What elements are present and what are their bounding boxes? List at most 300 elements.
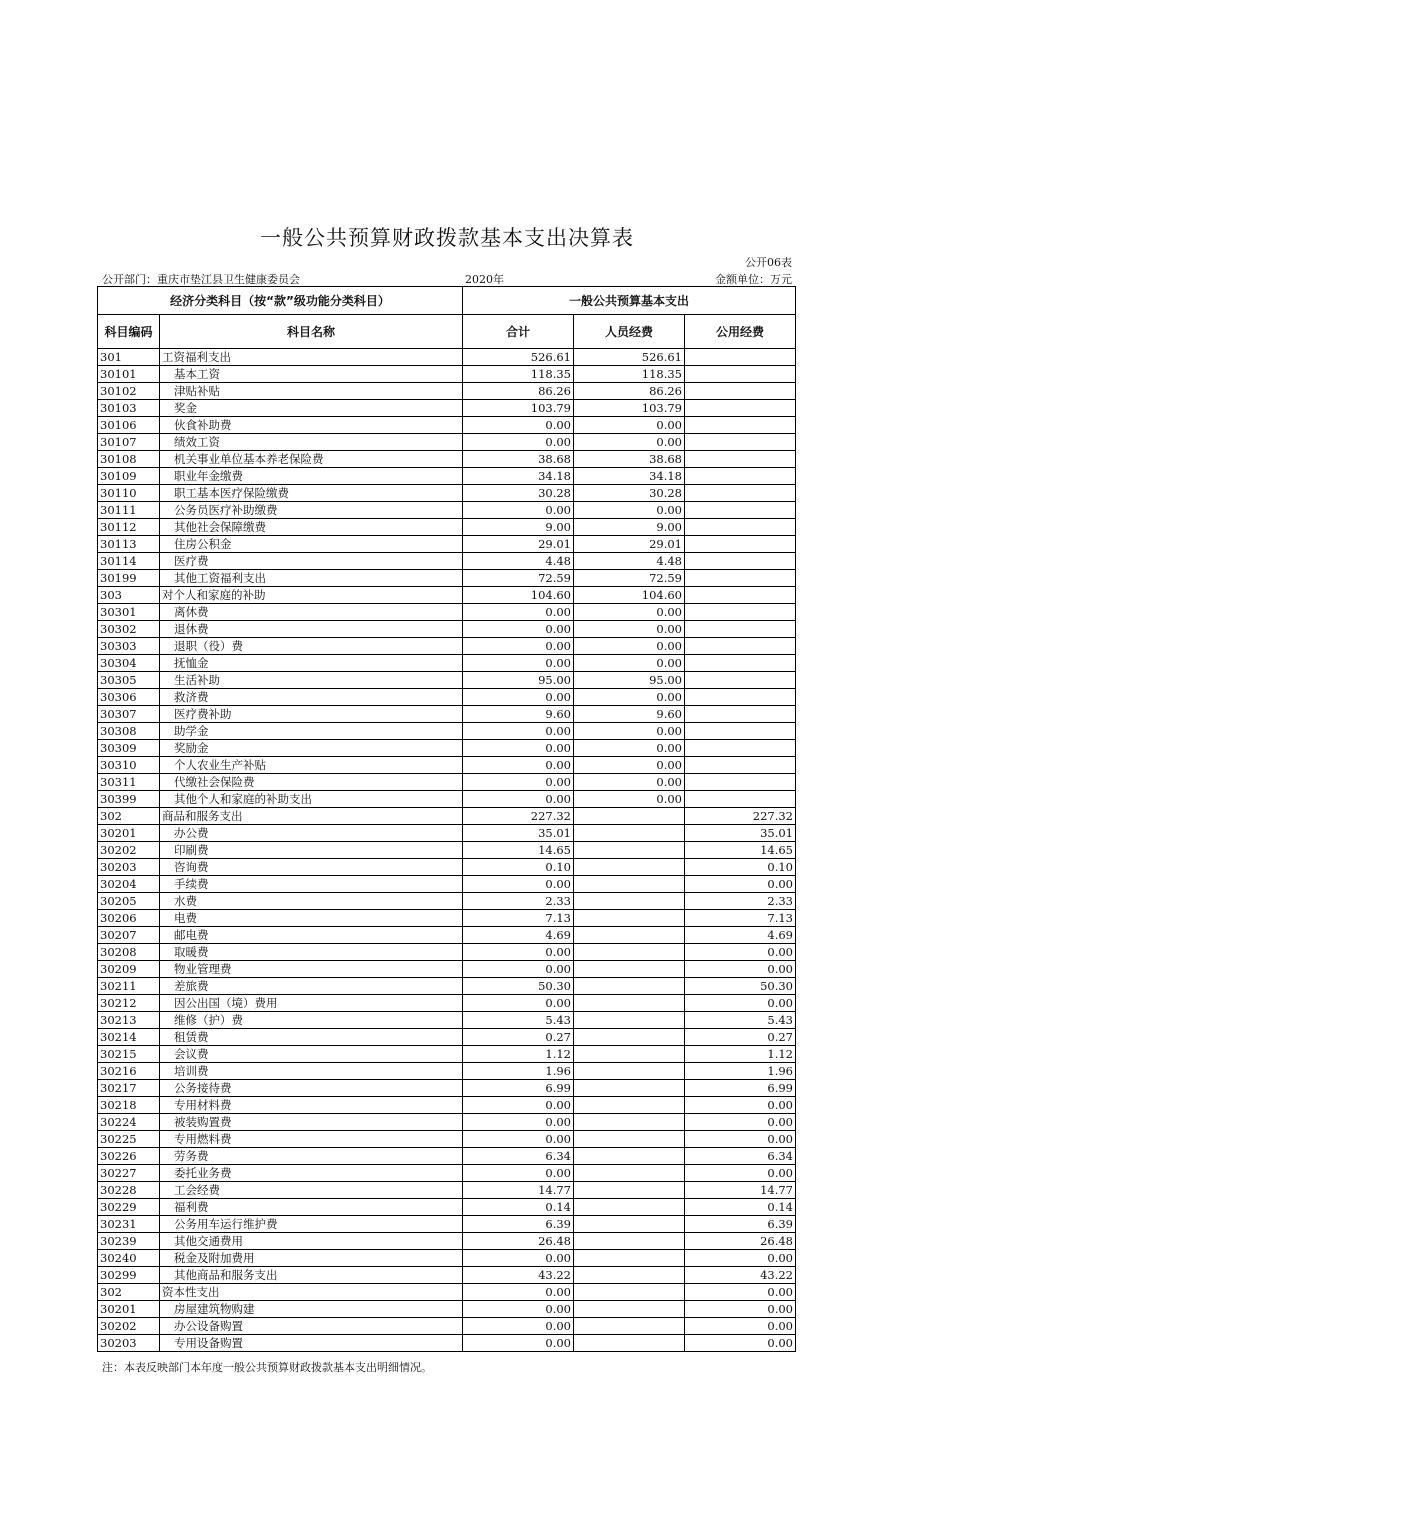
cell-public: 35.01 — [685, 825, 796, 842]
cell-name: 其他交通费用 — [160, 1233, 463, 1250]
cell-public — [685, 689, 796, 706]
cell-code: 30101 — [98, 366, 160, 383]
cell-name: 维修（护）费 — [160, 1012, 463, 1029]
header-total: 合计 — [463, 315, 574, 349]
table-row — [98, 1284, 796, 1301]
header-code: 科目编码 — [98, 315, 160, 349]
cell-public — [685, 672, 796, 689]
cell-name: 专用燃料费 — [160, 1131, 463, 1148]
cell-personnel: 34.18 — [574, 468, 685, 485]
cell-name: 资本性支出 — [160, 1284, 463, 1301]
cell-total: 103.79 — [463, 400, 574, 417]
header-name: 科目名称 — [160, 315, 463, 349]
cell-total: 50.30 — [463, 978, 574, 995]
cell-name: 委托业务费 — [160, 1165, 463, 1182]
table-row — [98, 774, 796, 791]
cell-public: 0.00 — [685, 1250, 796, 1267]
cell-public — [685, 723, 796, 740]
cell-total: 43.22 — [463, 1267, 574, 1284]
cell-personnel — [574, 1233, 685, 1250]
cell-personnel — [574, 1080, 685, 1097]
cell-personnel — [574, 1335, 685, 1352]
cell-code: 30309 — [98, 740, 160, 757]
cell-personnel — [574, 1114, 685, 1131]
cell-public — [685, 536, 796, 553]
cell-name: 取暖费 — [160, 944, 463, 961]
cell-personnel — [574, 1318, 685, 1335]
cell-name: 绩效工资 — [160, 434, 463, 451]
cell-public — [685, 570, 796, 587]
table-row — [98, 655, 796, 672]
cell-personnel: 29.01 — [574, 536, 685, 553]
cell-public: 0.00 — [685, 876, 796, 893]
cell-public: 4.69 — [685, 927, 796, 944]
cell-total: 86.26 — [463, 383, 574, 400]
table-row — [98, 1267, 796, 1284]
cell-total: 0.00 — [463, 1250, 574, 1267]
cell-public: 26.48 — [685, 1233, 796, 1250]
cell-public — [685, 468, 796, 485]
cell-public: 0.27 — [685, 1029, 796, 1046]
cell-code: 30239 — [98, 1233, 160, 1250]
cell-total: 0.27 — [463, 1029, 574, 1046]
cell-name: 劳务费 — [160, 1148, 463, 1165]
cell-total: 9.60 — [463, 706, 574, 723]
cell-code: 30114 — [98, 553, 160, 570]
cell-name: 物业管理费 — [160, 961, 463, 978]
cell-total: 6.99 — [463, 1080, 574, 1097]
header-public: 公用经费 — [685, 315, 796, 349]
table-row — [98, 451, 796, 468]
cell-total: 1.96 — [463, 1063, 574, 1080]
cell-name: 差旅费 — [160, 978, 463, 995]
cell-code: 30205 — [98, 893, 160, 910]
cell-personnel — [574, 961, 685, 978]
cell-name: 水费 — [160, 893, 463, 910]
cell-total: 95.00 — [463, 672, 574, 689]
table-row — [98, 859, 796, 876]
cell-code: 30107 — [98, 434, 160, 451]
cell-total: 0.00 — [463, 757, 574, 774]
table-row — [98, 1029, 796, 1046]
table-row — [98, 995, 796, 1012]
cell-total: 29.01 — [463, 536, 574, 553]
cell-public: 0.00 — [685, 961, 796, 978]
cell-code: 30216 — [98, 1063, 160, 1080]
cell-code: 30307 — [98, 706, 160, 723]
cell-public — [685, 553, 796, 570]
cell-public: 2.33 — [685, 893, 796, 910]
table-row — [98, 1012, 796, 1029]
cell-code: 30302 — [98, 621, 160, 638]
cell-name: 退休费 — [160, 621, 463, 638]
cell-name: 职业年金缴费 — [160, 468, 463, 485]
cell-name: 专用材料费 — [160, 1097, 463, 1114]
cell-total: 9.00 — [463, 519, 574, 536]
cell-code: 30209 — [98, 961, 160, 978]
table-row — [98, 553, 796, 570]
cell-personnel — [574, 978, 685, 995]
table-row — [98, 434, 796, 451]
cell-code: 301 — [98, 349, 160, 366]
cell-code: 30304 — [98, 655, 160, 672]
cell-public: 7.13 — [685, 910, 796, 927]
table-row — [98, 1165, 796, 1182]
cell-name: 个人农业生产补贴 — [160, 757, 463, 774]
cell-public: 6.34 — [685, 1148, 796, 1165]
cell-public — [685, 638, 796, 655]
cell-public — [685, 791, 796, 808]
table-row — [98, 825, 796, 842]
cell-name: 机关事业单位基本养老保险费 — [160, 451, 463, 468]
cell-name: 商品和服务支出 — [160, 808, 463, 825]
cell-public — [685, 740, 796, 757]
cell-code: 30108 — [98, 451, 160, 468]
table-row — [98, 689, 796, 706]
cell-code: 30301 — [98, 604, 160, 621]
cell-personnel — [574, 1131, 685, 1148]
cell-personnel: 118.35 — [574, 366, 685, 383]
cell-public — [685, 417, 796, 434]
table-note: 注：本表反映部门本年度一般公共预算财政拨款基本支出明细情况。 — [102, 1361, 432, 1374]
cell-public — [685, 400, 796, 417]
cell-code: 30217 — [98, 1080, 160, 1097]
cell-name: 其他工资福利支出 — [160, 570, 463, 587]
cell-personnel: 4.48 — [574, 553, 685, 570]
table-row — [98, 1233, 796, 1250]
cell-total: 0.00 — [463, 1284, 574, 1301]
cell-total: 0.00 — [463, 1097, 574, 1114]
cell-total: 34.18 — [463, 468, 574, 485]
table-row — [98, 961, 796, 978]
cell-name: 其他商品和服务支出 — [160, 1267, 463, 1284]
cell-public: 50.30 — [685, 978, 796, 995]
cell-personnel — [574, 1012, 685, 1029]
cell-code: 30113 — [98, 536, 160, 553]
cell-personnel — [574, 842, 685, 859]
cell-total: 0.00 — [463, 723, 574, 740]
cell-total: 0.00 — [463, 791, 574, 808]
cell-personnel — [574, 995, 685, 1012]
cell-code: 302 — [98, 1284, 160, 1301]
table-row — [98, 723, 796, 740]
cell-name: 福利费 — [160, 1199, 463, 1216]
cell-name: 办公设备购置 — [160, 1318, 463, 1335]
cell-personnel: 9.60 — [574, 706, 685, 723]
cell-code: 30202 — [98, 1318, 160, 1335]
table-row — [98, 400, 796, 417]
table-row — [98, 536, 796, 553]
cell-name: 助学金 — [160, 723, 463, 740]
department-label: 公开部门：重庆市垫江县卫生健康委员会 — [102, 273, 300, 286]
table-row — [98, 1250, 796, 1267]
cell-total: 30.28 — [463, 485, 574, 502]
cell-name: 奖励金 — [160, 740, 463, 757]
cell-code: 30102 — [98, 383, 160, 400]
cell-code: 30214 — [98, 1029, 160, 1046]
cell-public — [685, 774, 796, 791]
table-row — [98, 1114, 796, 1131]
year-label: 2020年 — [465, 273, 504, 286]
cell-code: 30208 — [98, 944, 160, 961]
cell-code: 302 — [98, 808, 160, 825]
cell-code: 30399 — [98, 791, 160, 808]
cell-personnel: 95.00 — [574, 672, 685, 689]
table-body — [98, 349, 796, 1352]
cell-total: 6.39 — [463, 1216, 574, 1233]
cell-code: 30227 — [98, 1165, 160, 1182]
cell-name: 离休费 — [160, 604, 463, 621]
cell-code: 30199 — [98, 570, 160, 587]
cell-name: 会议费 — [160, 1046, 463, 1063]
cell-personnel — [574, 876, 685, 893]
cell-personnel: 0.00 — [574, 621, 685, 638]
cell-name: 奖金 — [160, 400, 463, 417]
cell-total: 227.32 — [463, 808, 574, 825]
table-row — [98, 740, 796, 757]
cell-code: 30240 — [98, 1250, 160, 1267]
cell-name: 公务员医疗补助缴费 — [160, 502, 463, 519]
cell-personnel: 0.00 — [574, 417, 685, 434]
cell-personnel: 30.28 — [574, 485, 685, 502]
cell-name: 手续费 — [160, 876, 463, 893]
cell-total: 0.00 — [463, 944, 574, 961]
cell-total: 0.00 — [463, 1131, 574, 1148]
cell-public: 0.00 — [685, 1301, 796, 1318]
cell-code: 30231 — [98, 1216, 160, 1233]
cell-name: 工会经费 — [160, 1182, 463, 1199]
cell-personnel: 0.00 — [574, 723, 685, 740]
table-row — [98, 638, 796, 655]
cell-total: 0.00 — [463, 995, 574, 1012]
table-row — [98, 893, 796, 910]
cell-total: 0.00 — [463, 1301, 574, 1318]
cell-personnel: 0.00 — [574, 774, 685, 791]
cell-code: 30226 — [98, 1148, 160, 1165]
cell-public: 0.00 — [685, 1284, 796, 1301]
cell-name: 电费 — [160, 910, 463, 927]
cell-personnel — [574, 1029, 685, 1046]
cell-name: 印刷费 — [160, 842, 463, 859]
cell-public: 0.14 — [685, 1199, 796, 1216]
table-row — [98, 604, 796, 621]
cell-total: 0.00 — [463, 1318, 574, 1335]
cell-personnel — [574, 927, 685, 944]
table-row — [98, 672, 796, 689]
cell-personnel — [574, 1216, 685, 1233]
cell-personnel: 0.00 — [574, 502, 685, 519]
cell-code: 30207 — [98, 927, 160, 944]
cell-public: 0.00 — [685, 1097, 796, 1114]
cell-name: 住房公积金 — [160, 536, 463, 553]
table-row — [98, 944, 796, 961]
cell-code: 30299 — [98, 1267, 160, 1284]
cell-code: 30213 — [98, 1012, 160, 1029]
table-row — [98, 791, 796, 808]
cell-personnel — [574, 1165, 685, 1182]
cell-public: 14.77 — [685, 1182, 796, 1199]
cell-public: 0.00 — [685, 1131, 796, 1148]
table-code: 公开06表 — [745, 256, 792, 269]
cell-public: 0.00 — [685, 1318, 796, 1335]
header-economic-classification: 经济分类科目（按“款”级功能分类科目） — [98, 287, 463, 315]
cell-public — [685, 621, 796, 638]
cell-name: 公务接待费 — [160, 1080, 463, 1097]
cell-name: 税金及附加费用 — [160, 1250, 463, 1267]
cell-personnel: 9.00 — [574, 519, 685, 536]
cell-name: 因公出国（境）费用 — [160, 995, 463, 1012]
cell-public: 14.65 — [685, 842, 796, 859]
cell-public: 5.43 — [685, 1012, 796, 1029]
cell-personnel — [574, 825, 685, 842]
cell-name: 咨询费 — [160, 859, 463, 876]
table-row — [98, 366, 796, 383]
table-row — [98, 1301, 796, 1318]
cell-total: 6.34 — [463, 1148, 574, 1165]
cell-public: 6.39 — [685, 1216, 796, 1233]
cell-code: 30106 — [98, 417, 160, 434]
cell-name: 工资福利支出 — [160, 349, 463, 366]
cell-public — [685, 706, 796, 723]
cell-personnel: 0.00 — [574, 638, 685, 655]
cell-total: 26.48 — [463, 1233, 574, 1250]
cell-total: 7.13 — [463, 910, 574, 927]
cell-total: 0.00 — [463, 604, 574, 621]
cell-total: 104.60 — [463, 587, 574, 604]
table-row — [98, 927, 796, 944]
cell-total: 0.00 — [463, 1335, 574, 1352]
cell-code: 30224 — [98, 1114, 160, 1131]
cell-public: 6.99 — [685, 1080, 796, 1097]
cell-personnel: 104.60 — [574, 587, 685, 604]
table-row — [98, 1131, 796, 1148]
table-row — [98, 1063, 796, 1080]
table-row — [98, 1199, 796, 1216]
cell-name: 其他个人和家庭的补助支出 — [160, 791, 463, 808]
cell-code: 30110 — [98, 485, 160, 502]
header-personnel: 人员经费 — [574, 315, 685, 349]
table-row — [98, 570, 796, 587]
cell-total: 14.77 — [463, 1182, 574, 1199]
table-row — [98, 1318, 796, 1335]
cell-total: 4.69 — [463, 927, 574, 944]
cell-public: 0.00 — [685, 944, 796, 961]
cell-total: 0.00 — [463, 502, 574, 519]
cell-personnel: 86.26 — [574, 383, 685, 400]
table-row — [98, 621, 796, 638]
cell-code: 30229 — [98, 1199, 160, 1216]
cell-code: 30303 — [98, 638, 160, 655]
cell-total: 526.61 — [463, 349, 574, 366]
cell-name: 邮电费 — [160, 927, 463, 944]
cell-name: 医疗费 — [160, 553, 463, 570]
table-row — [98, 1335, 796, 1352]
cell-total: 0.00 — [463, 638, 574, 655]
cell-total: 0.00 — [463, 434, 574, 451]
cell-personnel — [574, 1301, 685, 1318]
cell-code: 30215 — [98, 1046, 160, 1063]
cell-name: 专用设备购置 — [160, 1335, 463, 1352]
table-row — [98, 1080, 796, 1097]
cell-code: 30203 — [98, 859, 160, 876]
cell-personnel: 0.00 — [574, 791, 685, 808]
table-header-group-row — [98, 287, 796, 315]
cell-personnel: 0.00 — [574, 689, 685, 706]
cell-name: 救济费 — [160, 689, 463, 706]
cell-name: 医疗费补助 — [160, 706, 463, 723]
cell-total: 0.00 — [463, 876, 574, 893]
cell-total: 2.33 — [463, 893, 574, 910]
cell-name: 其他社会保障缴费 — [160, 519, 463, 536]
cell-public — [685, 502, 796, 519]
cell-code: 30201 — [98, 825, 160, 842]
cell-total: 5.43 — [463, 1012, 574, 1029]
table-row — [98, 706, 796, 723]
cell-personnel — [574, 859, 685, 876]
cell-public: 0.00 — [685, 995, 796, 1012]
cell-personnel: 0.00 — [574, 757, 685, 774]
cell-code: 30109 — [98, 468, 160, 485]
cell-name: 基本工资 — [160, 366, 463, 383]
table-row — [98, 842, 796, 859]
cell-code: 30311 — [98, 774, 160, 791]
cell-name: 伙食补助费 — [160, 417, 463, 434]
table-row — [98, 808, 796, 825]
cell-code: 30202 — [98, 842, 160, 859]
cell-name: 抚恤金 — [160, 655, 463, 672]
cell-personnel — [574, 893, 685, 910]
cell-name: 被装购置费 — [160, 1114, 463, 1131]
expenditure-table — [97, 286, 796, 1352]
cell-total: 0.00 — [463, 1114, 574, 1131]
cell-name: 对个人和家庭的补助 — [160, 587, 463, 604]
cell-personnel — [574, 1097, 685, 1114]
cell-public: 227.32 — [685, 808, 796, 825]
cell-code: 30212 — [98, 995, 160, 1012]
cell-public — [685, 366, 796, 383]
table-row — [98, 349, 796, 366]
cell-public — [685, 383, 796, 400]
header-basic-expenditure: 一般公共预算基本支出 — [463, 287, 796, 315]
cell-personnel — [574, 944, 685, 961]
cell-total: 0.00 — [463, 740, 574, 757]
cell-personnel: 0.00 — [574, 434, 685, 451]
cell-code: 30308 — [98, 723, 160, 740]
cell-total: 0.00 — [463, 1165, 574, 1182]
cell-name: 培训费 — [160, 1063, 463, 1080]
cell-personnel — [574, 1284, 685, 1301]
table-row — [98, 1097, 796, 1114]
cell-public — [685, 485, 796, 502]
cell-personnel: 526.61 — [574, 349, 685, 366]
cell-personnel: 103.79 — [574, 400, 685, 417]
cell-public: 0.10 — [685, 859, 796, 876]
table-header-row — [98, 315, 796, 349]
table-row — [98, 468, 796, 485]
cell-personnel — [574, 1182, 685, 1199]
table-row — [98, 1046, 796, 1063]
cell-personnel — [574, 1250, 685, 1267]
cell-total: 1.12 — [463, 1046, 574, 1063]
cell-code: 30203 — [98, 1335, 160, 1352]
cell-personnel — [574, 1063, 685, 1080]
table-row — [98, 876, 796, 893]
cell-total: 72.59 — [463, 570, 574, 587]
table-row — [98, 383, 796, 400]
cell-total: 0.00 — [463, 655, 574, 672]
cell-public: 43.22 — [685, 1267, 796, 1284]
cell-name: 公务用车运行维护费 — [160, 1216, 463, 1233]
